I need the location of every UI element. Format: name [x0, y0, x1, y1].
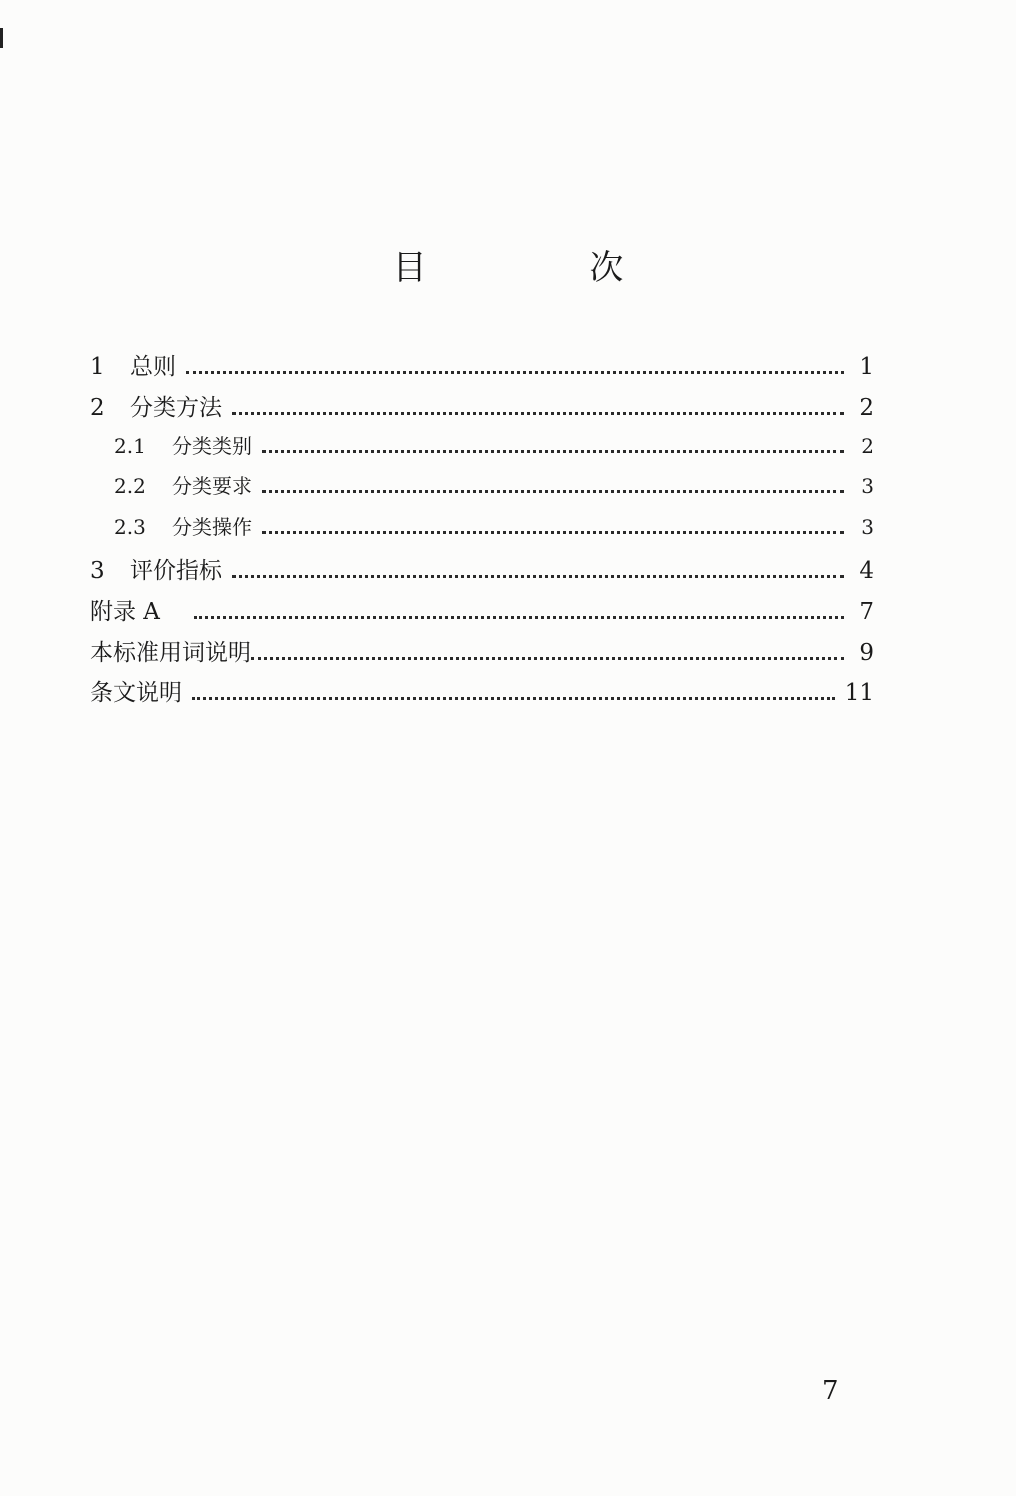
page-number: 7: [822, 1376, 839, 1406]
toc-entry-clause-explanation[interactable]: [90, 674, 874, 715]
table-of-contents: [90, 348, 874, 715]
toc-entry-label: 附录 A: [90, 598, 160, 625]
toc-entry-evaluation-indicators[interactable]: [90, 552, 874, 593]
toc-entry-page: 2: [859, 394, 874, 421]
toc-entry-page: 7: [859, 598, 874, 625]
toc-entry-classification-requirements[interactable]: [90, 470, 874, 511]
toc-entry-page: 9: [859, 639, 874, 666]
toc-dot-leader: [251, 657, 844, 660]
toc-entry-page: 1: [859, 354, 874, 380]
toc-entry-number: 2.2: [114, 474, 146, 499]
toc-entry-appendix-a[interactable]: [90, 593, 874, 634]
toc-entry-label: 分类要求: [172, 474, 252, 499]
toc-dot-leader: [262, 490, 844, 493]
toc-entry-number: 1: [90, 354, 105, 380]
toc-entry-wording-explanation[interactable]: [90, 634, 874, 675]
toc-entry-number: 2.1: [114, 433, 146, 458]
toc-entry-classification-categories[interactable]: [90, 430, 874, 471]
toc-dot-leader: [232, 575, 844, 578]
toc-entry-label: 评价指标: [130, 557, 222, 584]
toc-dot-leader: [192, 697, 835, 700]
toc-entry-page: 3: [861, 515, 874, 540]
toc-entry-page: 3: [861, 474, 874, 499]
toc-dot-leader: [186, 371, 844, 374]
toc-entry-number: 2.3: [114, 515, 146, 540]
toc-entry-label: 分类类别: [172, 433, 252, 458]
toc-entry-classification-operation[interactable]: [90, 511, 874, 552]
toc-dot-leader: [262, 531, 844, 534]
toc-entry-general-provisions[interactable]: [90, 348, 874, 389]
toc-entry-label: 分类操作: [172, 515, 252, 540]
toc-entry-number: 3: [90, 557, 105, 584]
toc-entry-number: 2: [90, 394, 105, 421]
toc-dot-leader: [262, 450, 844, 453]
toc-dot-leader: [232, 412, 844, 415]
toc-entry-page: 4: [859, 557, 874, 584]
toc-entry-label: 分类方法: [130, 394, 222, 421]
toc-title: 目 次: [392, 248, 700, 288]
toc-entry-classification-method[interactable]: [90, 389, 874, 430]
toc-entry-page: 11: [844, 680, 874, 707]
toc-dot-leader: [194, 616, 844, 619]
toc-entry-label: 总则: [130, 354, 176, 380]
toc-entry-page: 2: [861, 433, 874, 458]
toc-entry-label: 条文说明: [90, 680, 182, 707]
toc-entry-label: 本标准用词说明: [90, 639, 251, 666]
scan-edge-mark: [0, 28, 3, 48]
